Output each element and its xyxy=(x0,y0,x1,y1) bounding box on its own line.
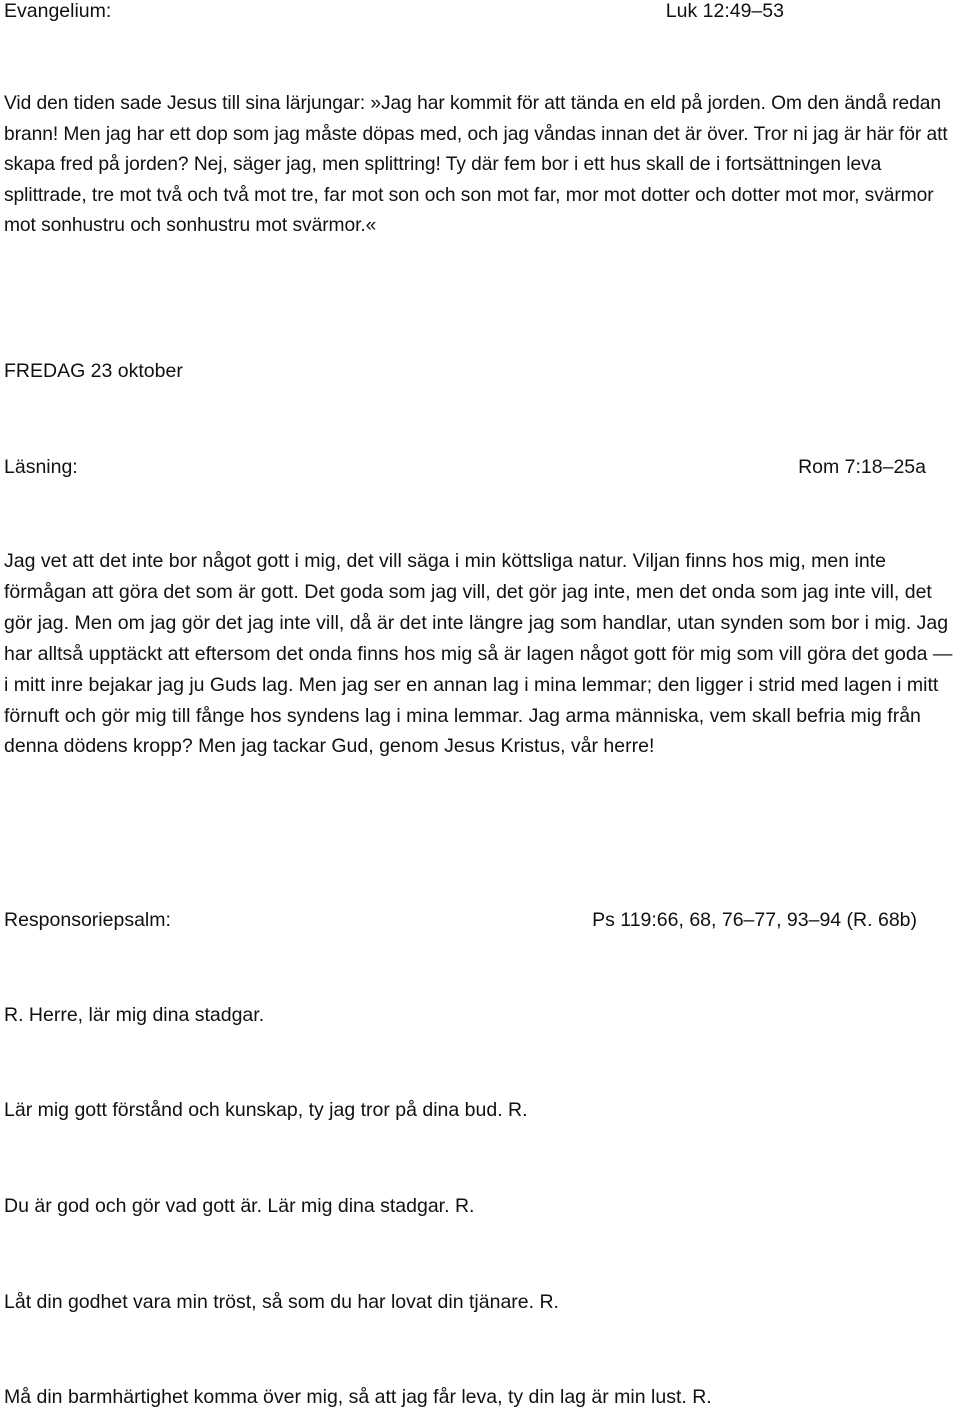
gospel-label: Evangelium: xyxy=(4,0,112,22)
gospel-text: Vid den tiden sade Jesus till sina lärjungar: »Jag har kommit för att tända en eld på jorden. Om den ändå redan brann! Men jag har ett dop som jag måste döpas med, och jag våndas innan det är över. Tror ni jag är här för att skapa fred på jorden? Nej, säger jag, men splittring! Ty där fem bor i ett hus skall de i fortsättningen leva splittrade, tre mot två och två mot tre, far mot son och son mot far, mor mot dotter och dotter mot mor, svärmor mot sonhustru och sonhustru mot svärmor.« xyxy=(4,93,948,237)
reading-heading xyxy=(4,456,926,478)
psalm-heading xyxy=(4,909,917,931)
psalm-verse: Du är god och gör vad gott är. Lär mig dina stadgar. R. xyxy=(4,1195,475,1217)
gospel-reference: Luk 12:49–53 xyxy=(665,0,784,22)
psalm-verse: Lär mig gott förstånd och kunskap, ty jag tror på dina bud. R. xyxy=(4,1099,528,1121)
reading-label: Läsning: xyxy=(4,456,78,478)
psalm-refrain: R. Herre, lär mig dina stadgar. xyxy=(4,1004,265,1026)
psalm-reference: Ps 119:66, 68, 76–77, 93–94 (R. 68b) xyxy=(592,909,917,931)
psalm-label: Responsoriepsalm: xyxy=(4,909,171,931)
reading-text: Jag vet att det inte bor något gott i mig, det vill säga i min köttsliga natur. Viljan finns hos mig, men inte förmågan att göra det som är gott. Det goda som jag vill, det gör jag inte, men det onda som jag inte vill, det gör jag. Men om jag gör det jag inte vill, då är det inte längre jag som handlar, utan synden som bor i mig. Jag har alltså upptäckt att eftersom det onda finns hos mig så är lagen något gott för mig som vill göra det goda — i mitt inre bejakar jag ju Guds lag. Men jag ser en annan lag i mina lemmar; den ligger i strid med lagen i mitt förnuft och gör mig till fånge hos syndens lag i mina lemmar. Jag arma människa, vem skall befria mig från denna dödens kropp? Men jag tackar Gud, genom Jesus Kristus, vår herre! xyxy=(4,550,953,758)
psalm-verse: Låt din godhet vara min tröst, så som du har lovat din tjänare. R. xyxy=(4,1291,559,1313)
day-title: FREDAG 23 oktober xyxy=(4,360,183,382)
gospel-heading xyxy=(4,0,784,22)
psalm-verse: Må din barmhärtighet komma över mig, så att jag får leva, ty din lag är min lust. R. xyxy=(4,1386,712,1408)
reading-reference: Rom 7:18–25a xyxy=(798,456,926,478)
